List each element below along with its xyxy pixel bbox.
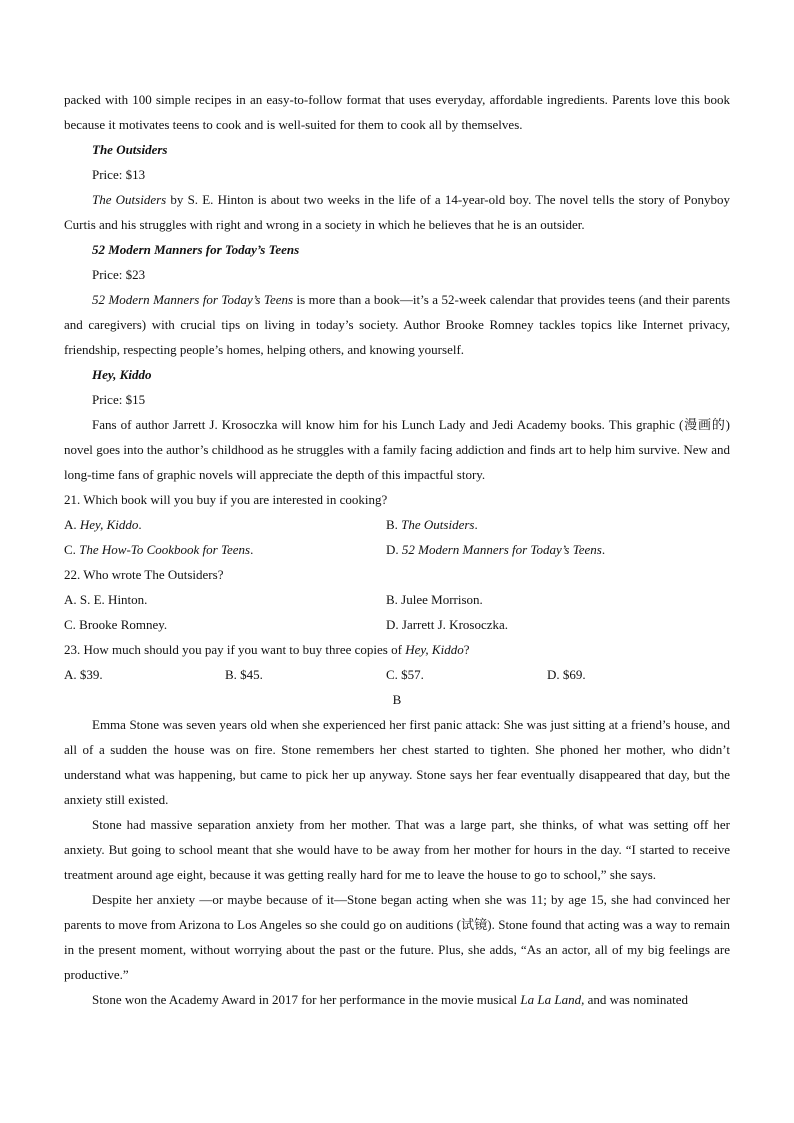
- option-22-c[interactable]: C. Brooke Romney.: [64, 617, 168, 632]
- option-21-c[interactable]: C. The How-To Cookbook for Teens.: [64, 542, 254, 557]
- question-21-stem: 21. Which book will you buy if you are interested in cooking?: [64, 492, 388, 507]
- book-desc-text: by S. E. Hinton is about two weeks in the life of a 14-year-old boy. The novel tells the story of Ponyboy Curtis and his struggles with right and wrong in a society in which he believes that he is an outsider.: [64, 192, 730, 232]
- option-23-a[interactable]: A. $39.: [64, 667, 103, 682]
- section-b-paragraph-2: Stone had massive separation anxiety from her mother. That was a large part, she thinks, of what was setting off her anxiety. But going to school meant that she would have to be away from her mother for hours in the day. “I started to receive treatment around age eight, because it was getting really hard for me to leave the house to go to school,” she says.: [64, 817, 730, 882]
- book-price-kiddo: Price: $15: [92, 392, 146, 407]
- option-23-c[interactable]: C. $57.: [386, 667, 424, 682]
- option-23-d[interactable]: D. $69.: [547, 667, 586, 682]
- section-b-paragraph-4: Stone won the Academy Award in 2017 for her performance in the movie musical La La Land, and was nominated: [92, 992, 688, 1007]
- book-price-outsiders: Price: $13: [92, 167, 146, 182]
- section-b-paragraph-3: Despite her anxiety —or maybe because of it—Stone began acting when she was 11; by age 15, she had convinced her parents to move from Arizona to Los Angeles so she could go on auditions (试镜). Stone found that acting was a way to remain in the present moment, without worrying about the past or the future. Plus, she adds, “As an actor, all of my big feelings are productive.”: [64, 892, 730, 982]
- option-22-b[interactable]: B. Julee Morrison.: [386, 592, 483, 607]
- option-21-a[interactable]: A. Hey, Kiddo.: [64, 517, 142, 532]
- question-23-stem: 23. How much should you pay if you want to buy three copies of Hey, Kiddo?: [64, 642, 470, 657]
- question-22-stem: 22. Who wrote The Outsiders?: [64, 567, 224, 582]
- book-title-kiddo: Hey, Kiddo: [92, 367, 152, 382]
- question-22-options: [64, 587, 730, 637]
- content-column: [64, 87, 730, 1012]
- book-desc-text: is more than a book—it’s a 52-week calendar that provides teens (and their parents and caregivers) with crucial tips on living in today’s society. Author Brooke Romney tackles topics like Internet privacy, friendship, respecting people’s homes, helping others, and knowing yourself.: [64, 292, 730, 357]
- option-22-a[interactable]: A. S. E. Hinton.: [64, 592, 148, 607]
- option-21-b[interactable]: B. The Outsiders.: [386, 517, 478, 532]
- book-desc-manners: [64, 287, 730, 362]
- book-title-outsiders: The Outsiders: [92, 142, 168, 157]
- option-21-d[interactable]: D. 52 Modern Manners for Today’s Teens.: [386, 542, 606, 557]
- question-21-options: [64, 512, 730, 562]
- intro-paragraph: packed with 100 simple recipes in an easy-to-follow format that uses everyday, affordable ingredients. Parents love this book because it motivates teens to cook and is well-suited for them to cook all by themselves.: [64, 92, 730, 132]
- question-23-options: [64, 662, 730, 687]
- book-price-manners: Price: $23: [92, 267, 146, 282]
- option-23-b[interactable]: B. $45.: [225, 667, 263, 682]
- book-desc-outsiders: [64, 187, 730, 237]
- section-b-paragraph-1: Emma Stone was seven years old when she experienced her first panic attack: She was just sitting at a friend’s house, and all of a sudden the house was on fire. Stone remembers her chest started to tighten. She phoned her mother, who didn’t understand what was happening, but came to pick her up anyway. Stone says her fear eventually disappeared that day, but the anxiety still existed.: [64, 717, 730, 807]
- book-desc-kiddo: Fans of author Jarrett J. Krosoczka will know him for his Lunch Lady and Jedi Academy books. This graphic (漫画的) novel goes into the author’s childhood as he struggles with a family facing addiction and finds art to help him survive. New and long-time fans of graphic novels will appreciate the depth of this impactful story.: [64, 417, 730, 482]
- book-title-manners: 52 Modern Manners for Today’s Teens: [92, 242, 300, 257]
- book-desc-title: The Outsiders: [92, 192, 167, 207]
- option-22-d[interactable]: D. Jarrett J. Krosoczka.: [386, 617, 509, 632]
- book-desc-title: 52 Modern Manners for Today’s Teens: [92, 292, 294, 307]
- section-b-label: B: [392, 692, 402, 707]
